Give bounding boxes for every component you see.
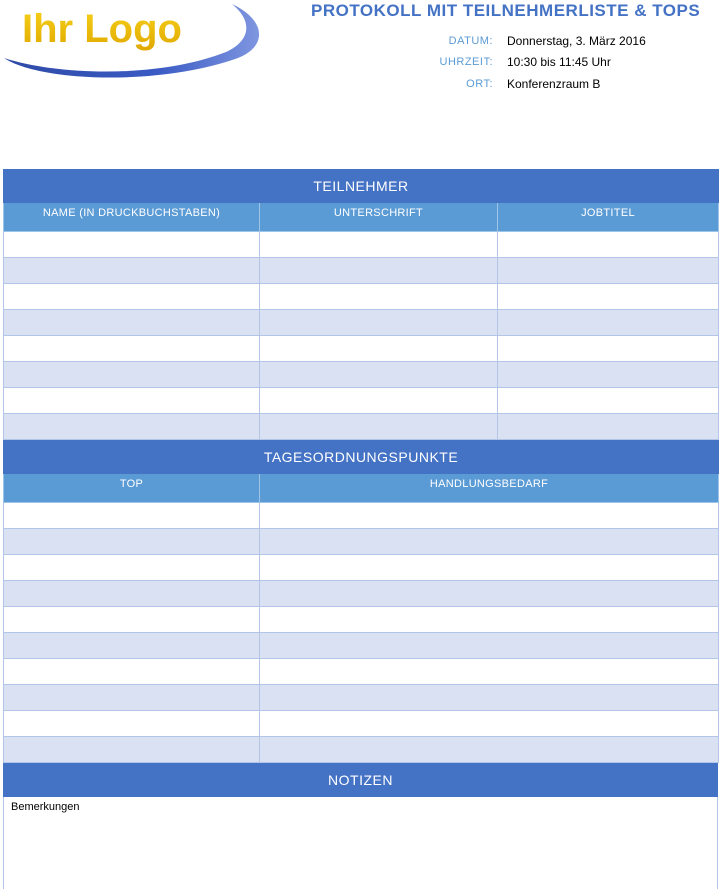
agenda-section-title: TAGESORDNUNGSPUNKTE [4,441,719,474]
notes-section-title: NOTIZEN [4,764,718,797]
signature-cell[interactable] [260,310,498,336]
action-cell[interactable] [260,633,719,659]
signature-cell[interactable] [260,258,498,284]
document-title: PROTOKOLL MIT TEILNEHMERLISTE & TOPS [311,1,701,20]
date-label: DATUM: [448,34,493,47]
jobtitle-cell[interactable] [498,336,719,362]
signature-cell[interactable] [260,414,498,440]
jobtitle-cell[interactable] [498,414,719,440]
top-cell[interactable] [4,711,260,737]
action-cell[interactable] [260,737,719,763]
table-row [4,633,719,659]
action-cell[interactable] [260,529,719,555]
agenda-table [3,440,719,763]
meta-row-location [380,73,710,95]
protocol-sheet [3,169,718,889]
time-value[interactable]: 10:30 bis 11:45 Uhr [507,55,611,70]
table-row [4,711,719,737]
action-cell[interactable] [260,685,719,711]
name-cell[interactable] [4,388,260,414]
name-cell[interactable] [4,258,260,284]
signature-column-header: UNTERSCHRIFT [260,203,498,232]
logo-swoosh-icon [0,0,270,88]
signature-cell[interactable] [260,362,498,388]
name-column-header: NAME (IN DRUCKBUCHSTABEN) [4,203,260,232]
table-row [4,529,719,555]
table-row [4,258,719,284]
jobtitle-cell[interactable] [498,284,719,310]
table-row [4,414,719,440]
table-row [4,388,719,414]
signature-cell[interactable] [260,336,498,362]
name-cell[interactable] [4,284,260,310]
top-cell[interactable] [4,737,260,763]
table-row [4,555,719,581]
notes-placeholder: Bemerkungen [11,801,80,813]
name-cell[interactable] [4,414,260,440]
top-cell[interactable] [4,685,260,711]
meta-row-date [380,30,710,52]
top-cell[interactable] [4,555,260,581]
action-cell[interactable] [260,503,719,529]
signature-cell[interactable] [260,232,498,258]
table-row [4,607,719,633]
name-cell[interactable] [4,310,260,336]
table-row [4,503,719,529]
table-row [4,336,719,362]
location-value[interactable]: Konferenzraum B [507,76,601,91]
top-cell[interactable] [4,633,260,659]
table-row [4,232,719,258]
action-cell[interactable] [260,711,719,737]
table-row [4,362,719,388]
notes-table [3,763,718,889]
top-cell[interactable] [4,581,260,607]
table-row [4,310,719,336]
location-label: ORT: [466,77,493,90]
signature-cell[interactable] [260,388,498,414]
name-cell[interactable] [4,232,260,258]
notes-field[interactable] [4,797,718,889]
jobtitle-cell[interactable] [498,362,719,388]
top-cell[interactable] [4,607,260,633]
table-row [4,685,719,711]
jobtitle-cell[interactable] [498,388,719,414]
logo-text: Ihr Logo [22,7,182,51]
top-cell[interactable] [4,503,260,529]
jobtitle-cell[interactable] [498,258,719,284]
table-row [4,659,719,685]
action-column-header: HANDLUNGSBEDARF [260,474,719,503]
jobtitle-column-header: JOBTITEL [498,203,719,232]
table-row [4,284,719,310]
date-value[interactable]: Donnerstag, 3. März 2016 [507,33,646,48]
name-cell[interactable] [4,336,260,362]
participants-section-title: TEILNEHMER [4,170,719,203]
action-cell[interactable] [260,607,719,633]
action-cell[interactable] [260,659,719,685]
company-logo [0,0,270,88]
action-cell[interactable] [260,555,719,581]
signature-cell[interactable] [260,284,498,310]
meeting-meta [380,30,710,95]
table-row [4,737,719,763]
top-column-header: TOP [4,474,260,503]
meta-row-time [380,52,710,74]
participants-table [3,169,719,440]
time-label: UHRZEIT: [439,56,493,69]
jobtitle-cell[interactable] [498,310,719,336]
action-cell[interactable] [260,581,719,607]
top-cell[interactable] [4,529,260,555]
name-cell[interactable] [4,362,260,388]
top-cell[interactable] [4,659,260,685]
table-row [4,581,719,607]
jobtitle-cell[interactable] [498,232,719,258]
